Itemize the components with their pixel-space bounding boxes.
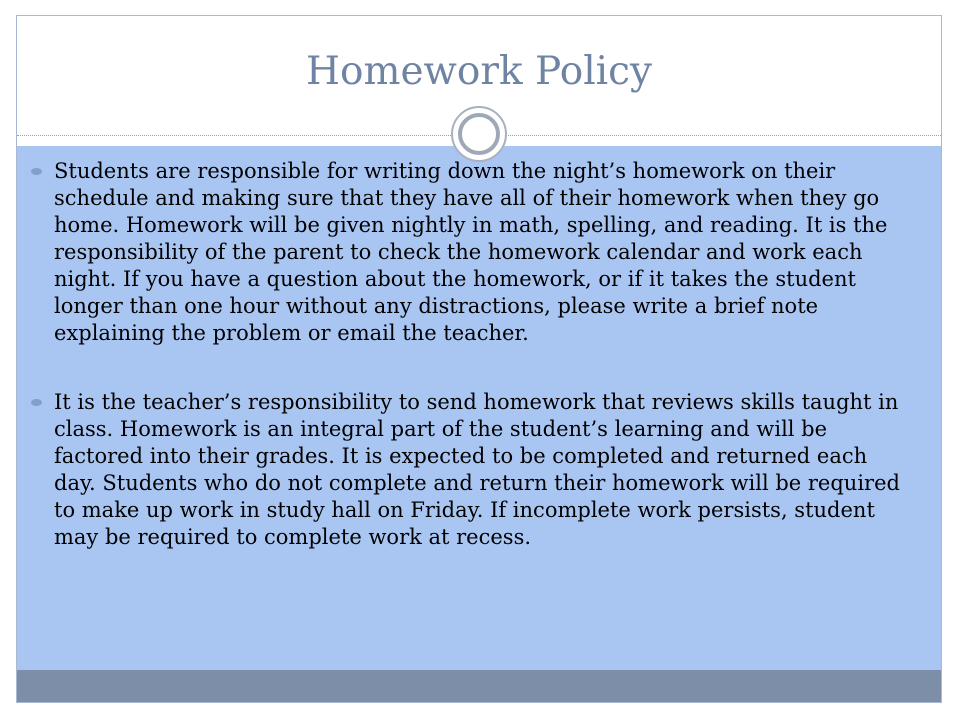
slide-title: Homework Policy [305, 49, 653, 94]
bullet-item [28, 389, 908, 551]
oval-bullet-icon [31, 168, 42, 175]
bullet-text: Students are responsible for writing down the night’s homework on their schedule and making sure that they have all of their homework when they go home. Homework will be given nightly in math, spelling, and reading. It is the responsibility of the parent to check the homework calendar and work each night. If you have a question about the homework, or if it takes the student longer than one hour without any distractions, please write a brief note explaining the problem or email the teacher. [54, 159, 888, 345]
footer-band [17, 670, 941, 703]
bullet-item [28, 158, 908, 347]
bullet-list [28, 158, 908, 593]
ring-inner-circle [458, 113, 500, 155]
ring-ornament-icon [451, 106, 507, 162]
bullet-text: It is the teacher’s responsibility to send homework that reviews skills taught in class. Homework is an integral part of the student’s learning and will be factored into their grades. It is expected to be completed and returned each day. Students who do not complete and return their homework will be required to make up work in study hall on Friday. If incomplete work persists, student may be required to complete work at recess. [54, 390, 900, 549]
oval-bullet-icon [31, 399, 42, 406]
